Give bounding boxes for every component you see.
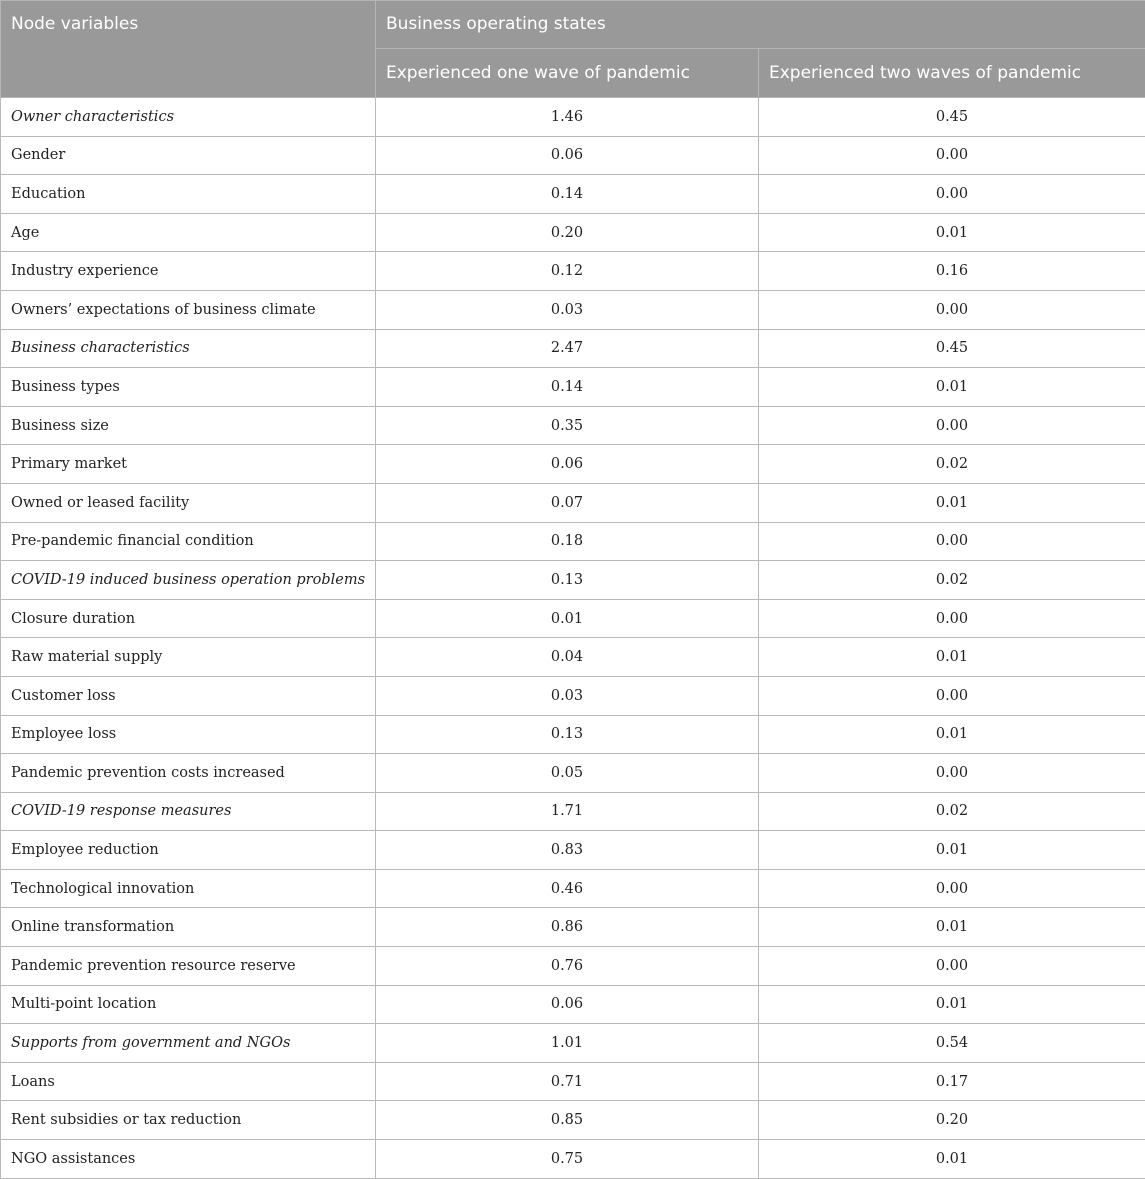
value-two-waves: 0.45 bbox=[759, 98, 1145, 137]
value-two-waves: 0.16 bbox=[759, 252, 1145, 291]
table-row bbox=[1, 561, 1145, 600]
value-one-wave: 0.03 bbox=[376, 676, 759, 715]
table-row bbox=[1, 676, 1145, 715]
table-header bbox=[1, 1, 1145, 98]
value-two-waves: 0.00 bbox=[759, 175, 1145, 214]
row-label: Industry experience bbox=[1, 252, 376, 291]
value-two-waves: 0.54 bbox=[759, 1024, 1145, 1063]
row-label: Business types bbox=[1, 368, 376, 407]
row-label: Multi-point location bbox=[1, 985, 376, 1024]
table-row bbox=[1, 213, 1145, 252]
row-label: Pandemic prevention costs increased bbox=[1, 754, 376, 793]
value-two-waves: 0.00 bbox=[759, 599, 1145, 638]
value-two-waves: 0.01 bbox=[759, 1140, 1145, 1179]
header-row-1 bbox=[1, 1, 1145, 49]
value-two-waves: 0.00 bbox=[759, 754, 1145, 793]
row-label: Customer loss bbox=[1, 676, 376, 715]
row-label: Education bbox=[1, 175, 376, 214]
table-body bbox=[1, 98, 1145, 1179]
table-row bbox=[1, 1024, 1145, 1063]
value-one-wave: 0.83 bbox=[376, 831, 759, 870]
value-two-waves: 0.01 bbox=[759, 368, 1145, 407]
value-two-waves: 0.45 bbox=[759, 329, 1145, 368]
row-label: Primary market bbox=[1, 445, 376, 484]
value-one-wave: 0.71 bbox=[376, 1062, 759, 1101]
row-label: Closure duration bbox=[1, 599, 376, 638]
table-row bbox=[1, 947, 1145, 986]
table-row bbox=[1, 136, 1145, 175]
table-row bbox=[1, 908, 1145, 947]
value-two-waves: 0.00 bbox=[759, 136, 1145, 175]
value-two-waves: 0.01 bbox=[759, 831, 1145, 870]
table-row bbox=[1, 98, 1145, 137]
value-two-waves: 0.00 bbox=[759, 869, 1145, 908]
value-one-wave: 0.20 bbox=[376, 213, 759, 252]
table-row bbox=[1, 406, 1145, 445]
value-one-wave: 0.46 bbox=[376, 869, 759, 908]
row-label: Pandemic prevention resource reserve bbox=[1, 947, 376, 986]
value-one-wave: 0.14 bbox=[376, 175, 759, 214]
value-one-wave: 0.76 bbox=[376, 947, 759, 986]
value-one-wave: 0.12 bbox=[376, 252, 759, 291]
value-one-wave: 0.07 bbox=[376, 483, 759, 522]
table-row bbox=[1, 715, 1145, 754]
row-label: Employee reduction bbox=[1, 831, 376, 870]
value-one-wave: 1.46 bbox=[376, 98, 759, 137]
value-one-wave: 0.13 bbox=[376, 561, 759, 600]
table-row bbox=[1, 754, 1145, 793]
table-row bbox=[1, 985, 1145, 1024]
value-one-wave: 0.13 bbox=[376, 715, 759, 754]
table-row bbox=[1, 445, 1145, 484]
value-two-waves: 0.01 bbox=[759, 908, 1145, 947]
header-node-variables: Node variables bbox=[1, 1, 376, 98]
row-label: Loans bbox=[1, 1062, 376, 1101]
value-one-wave: 0.04 bbox=[376, 638, 759, 677]
row-label: Business size bbox=[1, 406, 376, 445]
table-row bbox=[1, 329, 1145, 368]
value-two-waves: 0.00 bbox=[759, 947, 1145, 986]
header-business-operating-states: Business operating states bbox=[376, 1, 1145, 49]
value-two-waves: 0.01 bbox=[759, 213, 1145, 252]
row-label: Technological innovation bbox=[1, 869, 376, 908]
table-row bbox=[1, 1101, 1145, 1140]
row-label: Supports from government and NGOs bbox=[1, 1024, 376, 1063]
value-one-wave: 0.06 bbox=[376, 445, 759, 484]
table-row bbox=[1, 175, 1145, 214]
row-label: NGO assistances bbox=[1, 1140, 376, 1179]
table-row bbox=[1, 1062, 1145, 1101]
row-label: Online transformation bbox=[1, 908, 376, 947]
row-label: COVID-19 induced business operation problems bbox=[1, 561, 376, 600]
value-two-waves: 0.20 bbox=[759, 1101, 1145, 1140]
value-one-wave: 1.01 bbox=[376, 1024, 759, 1063]
value-one-wave: 0.85 bbox=[376, 1101, 759, 1140]
value-one-wave: 0.06 bbox=[376, 136, 759, 175]
row-label: Business characteristics bbox=[1, 329, 376, 368]
row-label: Pre-pandemic financial condition bbox=[1, 522, 376, 561]
row-label: Owners’ expectations of business climate bbox=[1, 290, 376, 329]
value-one-wave: 0.35 bbox=[376, 406, 759, 445]
value-two-waves: 0.17 bbox=[759, 1062, 1145, 1101]
table-row bbox=[1, 792, 1145, 831]
value-two-waves: 0.02 bbox=[759, 445, 1145, 484]
value-one-wave: 2.47 bbox=[376, 329, 759, 368]
table-row bbox=[1, 290, 1145, 329]
table-row bbox=[1, 483, 1145, 522]
row-label: Rent subsidies or tax reduction bbox=[1, 1101, 376, 1140]
value-two-waves: 0.01 bbox=[759, 638, 1145, 677]
value-two-waves: 0.00 bbox=[759, 290, 1145, 329]
header-one-wave: Experienced one wave of pandemic bbox=[376, 49, 759, 98]
table-row bbox=[1, 599, 1145, 638]
table-row bbox=[1, 368, 1145, 407]
value-one-wave: 1.71 bbox=[376, 792, 759, 831]
value-two-waves: 0.01 bbox=[759, 985, 1145, 1024]
row-label: Age bbox=[1, 213, 376, 252]
table-row bbox=[1, 252, 1145, 291]
value-one-wave: 0.18 bbox=[376, 522, 759, 561]
value-one-wave: 0.03 bbox=[376, 290, 759, 329]
value-one-wave: 0.14 bbox=[376, 368, 759, 407]
value-two-waves: 0.00 bbox=[759, 406, 1145, 445]
header-two-waves: Experienced two waves of pandemic bbox=[759, 49, 1145, 98]
value-two-waves: 0.02 bbox=[759, 792, 1145, 831]
value-two-waves: 0.01 bbox=[759, 715, 1145, 754]
table-row bbox=[1, 522, 1145, 561]
row-label: Owned or leased facility bbox=[1, 483, 376, 522]
value-one-wave: 0.75 bbox=[376, 1140, 759, 1179]
table-row bbox=[1, 1140, 1145, 1179]
row-label: COVID-19 response measures bbox=[1, 792, 376, 831]
row-label: Gender bbox=[1, 136, 376, 175]
value-one-wave: 0.06 bbox=[376, 985, 759, 1024]
row-label: Owner characteristics bbox=[1, 98, 376, 137]
value-one-wave: 0.05 bbox=[376, 754, 759, 793]
table-row bbox=[1, 869, 1145, 908]
value-one-wave: 0.86 bbox=[376, 908, 759, 947]
value-two-waves: 0.00 bbox=[759, 522, 1145, 561]
value-two-waves: 0.00 bbox=[759, 676, 1145, 715]
row-label: Employee loss bbox=[1, 715, 376, 754]
value-two-waves: 0.02 bbox=[759, 561, 1145, 600]
table-row bbox=[1, 831, 1145, 870]
value-two-waves: 0.01 bbox=[759, 483, 1145, 522]
table-row bbox=[1, 638, 1145, 677]
row-label: Raw material supply bbox=[1, 638, 376, 677]
value-one-wave: 0.01 bbox=[376, 599, 759, 638]
